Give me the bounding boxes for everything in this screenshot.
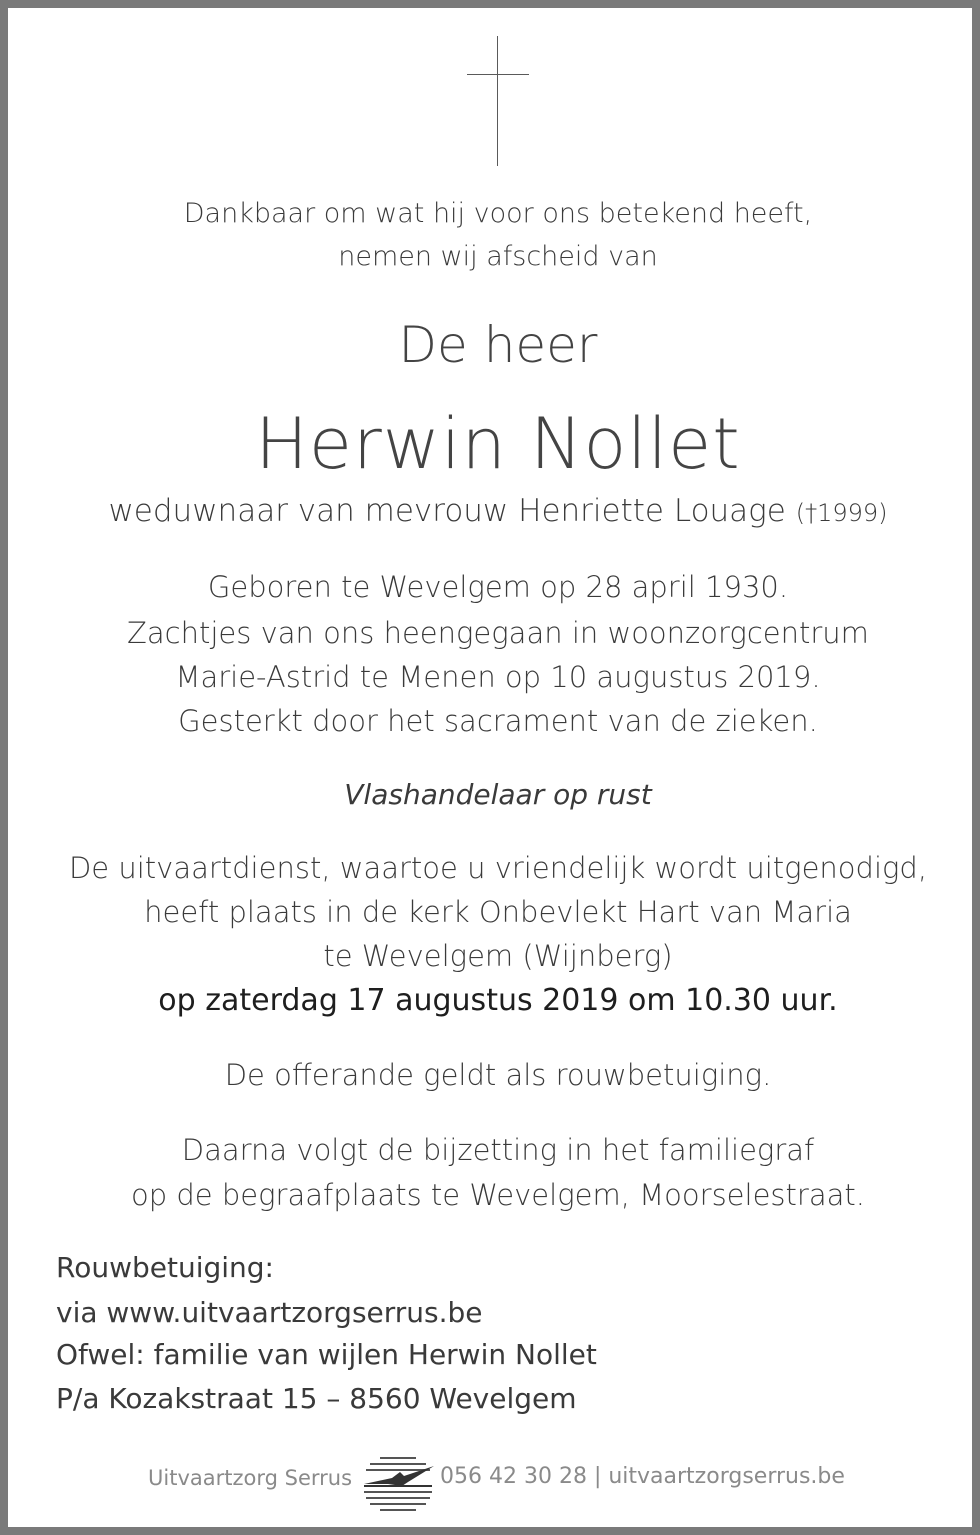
- intro-line-2: nemen wij afscheid van: [338, 241, 658, 272]
- condolence-address: P/a Kozakstraat 15 – 8560 Wevelgem: [56, 1382, 577, 1415]
- widow-of-line: [8, 493, 980, 529]
- footer-contact[interactable]: 056 42 30 28 | uitvaartzorgserrus.be: [440, 1464, 845, 1489]
- life-line-4: Gesterkt door het sacrament van de zieken.: [178, 704, 818, 738]
- service-date-line: op zaterdag 17 augustus 2019 om 10.30 uur.: [158, 983, 838, 1018]
- condolence-via-link[interactable]: via www.uitvaartzorgserrus.be: [56, 1296, 483, 1329]
- life-line-3: Marie-Astrid te Menen op 10 augustus 2019.: [175, 660, 821, 694]
- life-line-1: Geboren te Wevelgem op 28 april 1930.: [207, 570, 789, 604]
- widow-of-text: weduwnaar van mevrouw Henriette Louage: [108, 493, 786, 529]
- cross-icon-horizontal: [467, 74, 529, 75]
- deceased-name: Herwin Nollet: [255, 403, 741, 485]
- cross-icon-vertical: [497, 36, 498, 166]
- intro-line-1: Dankbaar om wat hij voor ons betekend heeft,: [183, 198, 813, 229]
- deceased-title: De heer: [398, 316, 598, 374]
- service-line-2: heeft plaats in de kerk Onbevlekt Hart van Maria: [144, 895, 852, 929]
- burial-line-2: op de begraafplaats te Wevelgem, Moorselestraat.: [131, 1178, 865, 1212]
- footer: [8, 1448, 980, 1518]
- service-line-1: De uitvaartdienst, waartoe u vriendelijk wordt uitgenodigd,: [68, 851, 928, 885]
- profession: Vlashandelaar op rust: [344, 778, 652, 811]
- footer-company-name: Uitvaartzorg Serrus: [148, 1466, 353, 1490]
- life-line-2: Zachtjes van ons heengegaan in woonzorgcentrum: [127, 616, 869, 650]
- seagull-waves-logo-icon: [358, 1452, 438, 1514]
- condolence-alt: Ofwel: familie van wijlen Herwin Nollet: [56, 1338, 597, 1371]
- service-line-3: te Wevelgem (Wijnberg): [323, 939, 673, 973]
- widow-death-year: (†1999): [795, 499, 888, 527]
- burial-line-1: Daarna volgt de bijzetting in het familiegraf: [181, 1133, 815, 1167]
- condolence-heading: Rouwbetuiging:: [56, 1251, 274, 1284]
- offering-line: De offerande geldt als rouwbetuiging.: [224, 1058, 772, 1092]
